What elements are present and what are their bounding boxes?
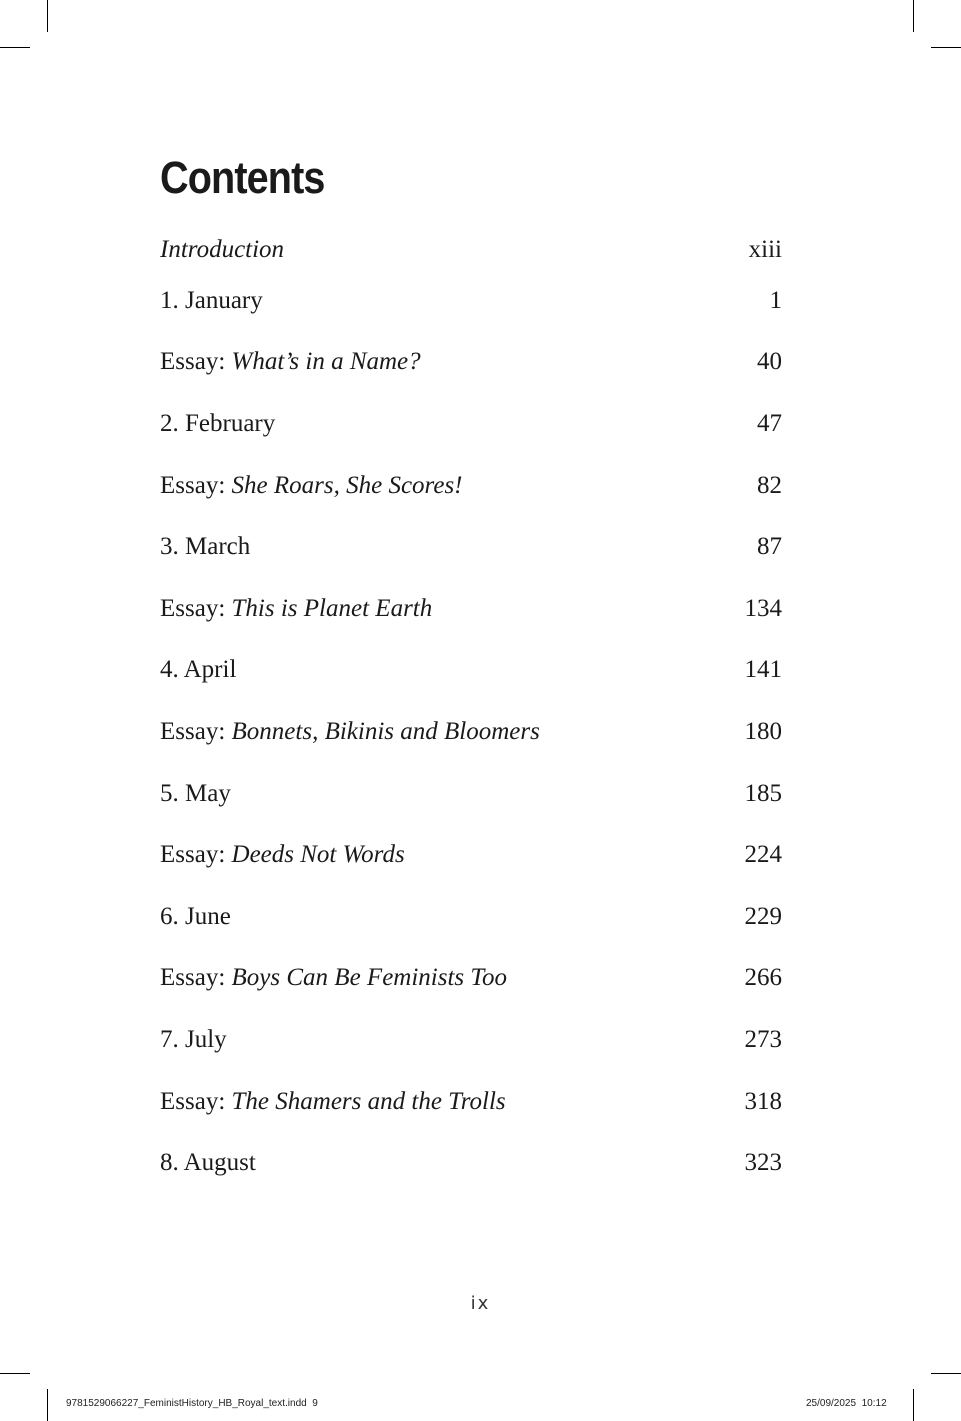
toc-entry-title bbox=[160, 236, 284, 264]
toc-entry bbox=[160, 948, 782, 1010]
toc-page-number: 318 bbox=[744, 1087, 782, 1115]
crop-mark bbox=[47, 0, 48, 32]
toc-entry bbox=[160, 1071, 782, 1133]
toc-entry bbox=[160, 763, 782, 825]
toc-entry-title bbox=[160, 718, 540, 746]
toc-entry-label: Essay: bbox=[160, 1087, 232, 1115]
crop-mark bbox=[913, 1389, 914, 1421]
toc-entry-label: Essay: bbox=[160, 964, 232, 992]
toc-page-number: 1 bbox=[769, 286, 782, 314]
crop-mark bbox=[0, 1373, 30, 1374]
toc-entry bbox=[160, 701, 782, 763]
toc-entry bbox=[160, 455, 782, 517]
toc-entry-label: 1. January bbox=[160, 286, 263, 314]
toc-entry-title bbox=[160, 595, 432, 623]
toc-entry-label: Essay: bbox=[160, 841, 232, 869]
toc-page-number: xiii bbox=[748, 236, 782, 263]
toc-entry-label: Essay: bbox=[160, 717, 232, 745]
toc-entry-italic-title: Boys Can Be Feminists Too bbox=[231, 964, 507, 992]
slug-date: 25/09/2025 bbox=[806, 1398, 857, 1409]
toc-entry-title bbox=[160, 780, 231, 808]
toc-entry bbox=[160, 824, 782, 886]
toc-entry-title bbox=[160, 1149, 256, 1177]
page-title: Contents bbox=[160, 152, 325, 203]
toc-entry-italic-title: The Shamers and the Trolls bbox=[231, 1087, 506, 1115]
toc-page-number: 40 bbox=[757, 348, 782, 376]
toc-entry-title bbox=[160, 533, 250, 561]
toc-entry-label: Essay: bbox=[160, 471, 232, 499]
toc-entry bbox=[160, 1009, 782, 1071]
toc-entry-title bbox=[160, 472, 463, 500]
toc-entry bbox=[160, 516, 782, 578]
toc-entry-title bbox=[160, 348, 421, 376]
toc-entry-italic-title: Bonnets, Bikinis and Bloomers bbox=[231, 717, 540, 745]
toc-entry-label: 6. June bbox=[160, 902, 231, 930]
toc-entry-title bbox=[160, 841, 405, 869]
toc-page-number: 185 bbox=[744, 779, 782, 807]
toc-entry bbox=[160, 886, 782, 948]
toc-page-number: 273 bbox=[744, 1025, 782, 1053]
toc-entry-label: 5. May bbox=[160, 779, 231, 807]
toc-entry-italic-title: She Roars, She Scores! bbox=[231, 471, 463, 499]
toc-page-number: 229 bbox=[744, 902, 782, 930]
toc-entry bbox=[160, 578, 782, 640]
crop-mark bbox=[931, 1373, 961, 1374]
toc-entry-italic-title: Deeds Not Words bbox=[231, 841, 405, 869]
toc-entry-title bbox=[160, 410, 275, 438]
toc-entry bbox=[160, 1132, 782, 1194]
toc-page-number: 266 bbox=[744, 964, 782, 992]
toc-page-number: 224 bbox=[744, 841, 782, 869]
toc-entry-label: 8. August bbox=[160, 1149, 256, 1177]
toc-entry-label: 2. February bbox=[160, 409, 276, 437]
page-number: ix bbox=[470, 1293, 491, 1314]
toc-entry-title bbox=[160, 287, 263, 315]
toc-page-number: 82 bbox=[757, 471, 782, 499]
table-of-contents bbox=[160, 230, 782, 1194]
toc-page-number: 323 bbox=[744, 1149, 782, 1177]
toc-entry bbox=[160, 640, 782, 702]
toc-entry bbox=[160, 332, 782, 394]
crop-mark bbox=[931, 47, 961, 48]
toc-entry-title bbox=[160, 1026, 227, 1054]
toc-entry-italic-title: This is Planet Earth bbox=[231, 594, 433, 622]
toc-entry-title bbox=[160, 656, 236, 684]
toc-entry-label: 4. April bbox=[160, 656, 237, 684]
crop-mark bbox=[47, 1389, 48, 1421]
toc-entry-label: 3. March bbox=[160, 533, 251, 561]
crop-mark bbox=[0, 47, 30, 48]
toc-page-number: 87 bbox=[757, 533, 782, 561]
slug-file: 9781529066227_FeministHistory_HB_Royal_text.indd bbox=[66, 1398, 307, 1409]
toc-page-number: 134 bbox=[744, 594, 782, 622]
toc-page-number: 180 bbox=[744, 717, 782, 745]
slug-time: 10:12 bbox=[861, 1398, 887, 1409]
toc-entry bbox=[160, 230, 782, 270]
toc-entry-title bbox=[160, 903, 231, 931]
toc-page-number: 141 bbox=[744, 656, 782, 684]
toc-entry-title bbox=[160, 964, 507, 992]
toc-entry bbox=[160, 393, 782, 455]
toc-entry-label: 7. July bbox=[160, 1025, 227, 1053]
toc-entry-label: Essay: bbox=[160, 348, 232, 376]
crop-mark bbox=[913, 0, 914, 32]
toc-entry-label: Essay: bbox=[160, 594, 232, 622]
toc-entry-title bbox=[160, 1088, 506, 1116]
slug-sheet: 9 bbox=[312, 1398, 318, 1409]
toc-entry bbox=[160, 270, 782, 332]
toc-entry-italic-title: Introduction bbox=[160, 236, 285, 263]
slug-filename bbox=[66, 1398, 318, 1409]
slug-timestamp bbox=[806, 1398, 887, 1409]
toc-entry-italic-title: What’s in a Name? bbox=[231, 348, 421, 376]
toc-page-number: 47 bbox=[757, 409, 782, 437]
